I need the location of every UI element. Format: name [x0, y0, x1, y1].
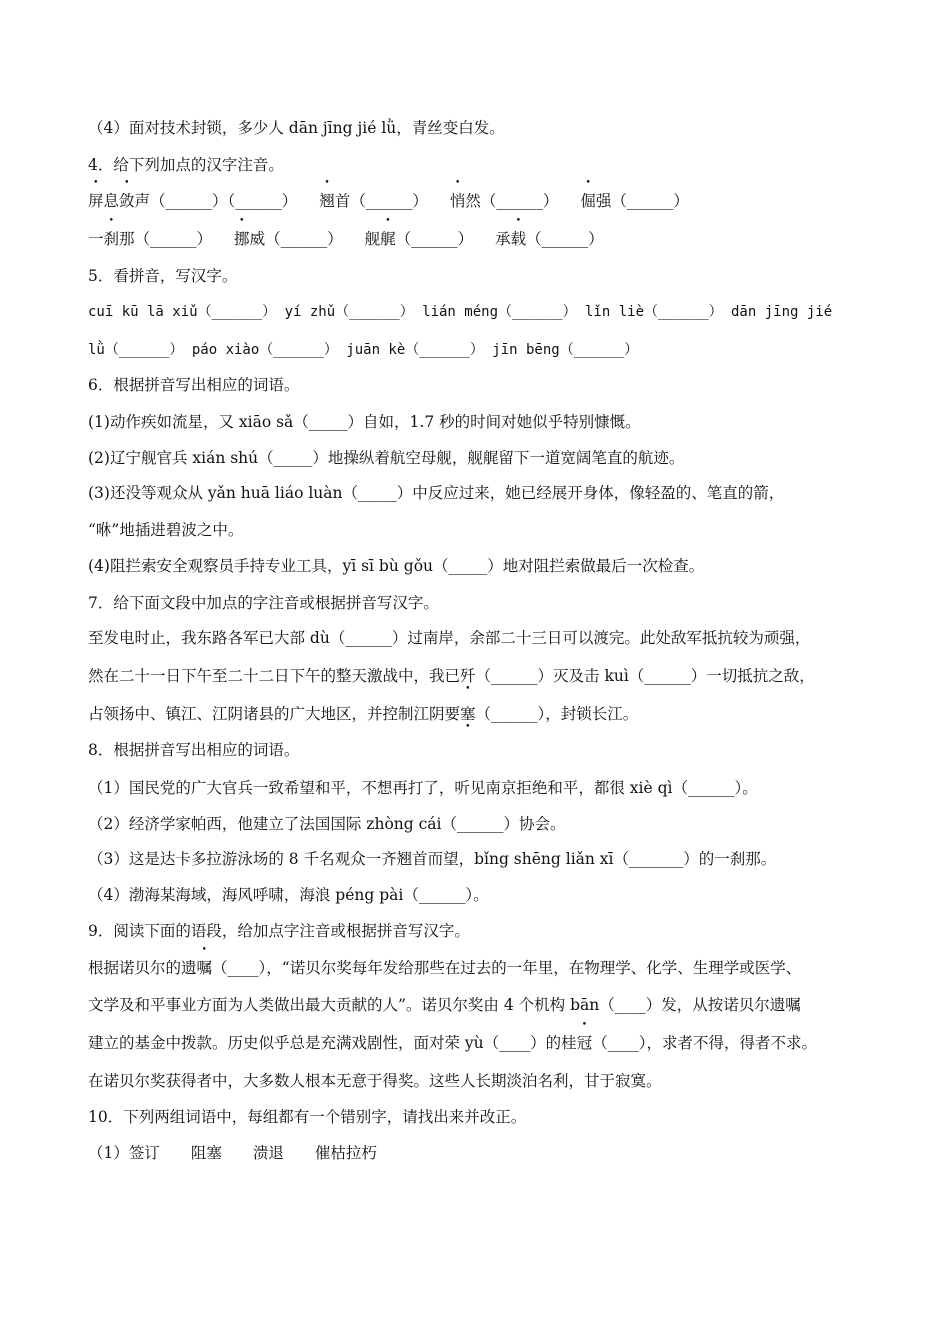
- question-9-line-2: 文学及和平事业方面为人类做出最大贡献的人”。诺贝尔奖由 4 个机构 bān（____）发，从按诺贝尔遗嘱: [88, 996, 801, 1014]
- dotted-char: 悄: [449, 192, 466, 210]
- question-8-item-1: （1）国民党的广大官兵一致希望和平，不想再打了，听见南京拒绝和平，都很 xiè qì（______）。: [88, 779, 758, 797]
- question-7-line-2: 然在二十一日下午至二十二日下午的整天激战中，我已歼（______）灭及击 kuì（______）一切抵抗之敌，: [88, 667, 815, 685]
- question-8-item-3: （3）这是达卡多拉游泳场的 8 千名观众一齐翘首而望，bǐng shēng liǎn xī（_______）的一刹那。: [88, 850, 777, 868]
- question-6-title: 6．根据拼音写出相应的词语。: [88, 376, 300, 394]
- question-6-item-1: (1)动作疾如流星，又 xiāo sǎ（_____）自如，1.7 秒的时间对她似乎特别慷慨。: [88, 413, 641, 431]
- dotted-char: 敛: [119, 192, 135, 210]
- question-5-title: 5．看拼音，写汉字。: [88, 267, 238, 285]
- question-7-line-1: 至发电时止，我东路各军已大部 dù（______）过南岸，余部二十三日可以渡完。此处敌军抵抗较为顽强，: [88, 629, 811, 647]
- dotted-char: 嘱: [196, 959, 213, 977]
- dotted-char: 冠: [576, 1034, 593, 1052]
- dotted-char: 载: [510, 230, 527, 248]
- q3-item-4: （4）面对技术封锁，多少人 dān jīng jié lǜ，青丝变白发。: [88, 119, 505, 137]
- question-4-row-2: 一刹那（______） 挪威（______） 舰艉（______） 承载（______）: [88, 230, 604, 248]
- question-6-item-3-cont: “咻”地插进碧波之中。: [88, 521, 244, 539]
- question-7-line-3: 占领扬中、镇江、江阴诸县的广大地区，并控制江阴要塞（______），封锁长江。: [88, 705, 639, 723]
- dotted-char: 艉: [380, 230, 396, 248]
- question-9-line-3: 建立的基金中拨款。历史似乎总是充满戏剧性，面对荣 yù（____）的桂冠（____），求者不得，得者不求。: [88, 1034, 817, 1052]
- question-9-line-4: 在诺贝尔奖获得者中，大多数人根本无意于得奖。这些人长期淡泊名利，甘于寂寞。: [88, 1072, 662, 1090]
- question-5-line-2: lǜ（______） páo xiào（______） juān kè（______） jīn bēng（______）: [88, 342, 639, 358]
- dotted-char: 塞: [460, 705, 476, 723]
- dotted-char: 屏: [88, 192, 104, 210]
- question-8-item-2: （2）经济学家帕西，他建立了法国国际 zhòng cái（______）协会。: [88, 815, 566, 833]
- question-9-line-1: 根据诺贝尔的遗嘱（____），“诺贝尔奖每年发给那些在过去的一年里，在物理学、化学、生理学或医学、: [88, 959, 802, 977]
- question-10-title: 10．下列两组词语中，每组都有一个错别字，请找出来并改正。: [88, 1108, 527, 1126]
- question-10-item-1: （1）签订 阻塞 溃退 催枯拉朽: [88, 1144, 377, 1162]
- dotted-char: 歼: [460, 667, 476, 685]
- dotted-char: 倔: [580, 192, 596, 210]
- question-9-title: 9．阅读下面的语段，给加点字注音或根据拼音写汉字。: [88, 922, 470, 940]
- question-8-title: 8．根据拼音写出相应的词语。: [88, 741, 300, 759]
- question-6-item-3: (3)还没等观众从 yǎn huā liáo luàn（_____）中反应过来，她已经展开身体，像轻盈的、笔直的箭，: [88, 484, 785, 502]
- question-8-item-4: （4）渤海某海域，海风呼啸，海浪 péng pài（______）。: [88, 886, 489, 904]
- question-4-row-1: 屏息敛声（______）（______） 翘首（______） 悄然（______） 倔强（______）: [88, 192, 689, 210]
- question-6-item-4: (4)阻拦索安全观察员手持专业工具，yī sī bù gǒu（_____）地对阻拦索做最后一次检查。: [88, 557, 705, 575]
- dotted-char: 翘: [319, 192, 335, 210]
- dotted-char: 挪: [234, 230, 250, 248]
- question-5-line-1: cuī kū lā xiǔ（______） yí zhǔ（______） lián méng（______） lǐn liè（______） dān jīng jié: [88, 304, 833, 320]
- dotted-char: 刹: [103, 230, 120, 248]
- question-4-title: 4．给下列加点的汉字注音。: [88, 156, 284, 174]
- question-6-item-2: (2)辽宁舰官兵 xián shú（_____）地操纵着航空母舰，舰艉留下一道宽阔笔直的航迹。: [88, 449, 685, 467]
- question-7-title: 7．给下面文段中加点的字注音或根据拼音写汉字。: [88, 594, 439, 612]
